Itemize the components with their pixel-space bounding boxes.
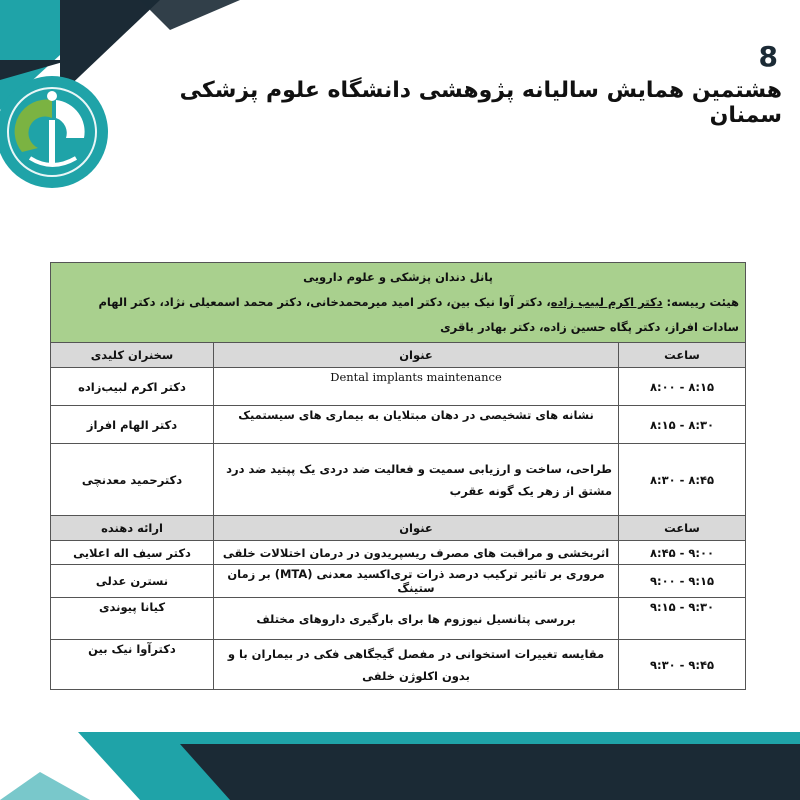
bottom-decoration [0, 732, 800, 800]
title-cell: مروری بر تاثیر ترکیب درصد ذرات تری‌اکسید معدنی (MTA) بر زمان ستینگ [214, 565, 619, 598]
title-cell: طراحی، ساخت و ارزیابی سمیت و فعالیت ضد دردی یک پپتید ضد درد مشتق از زهر یک گونه عقرب [214, 444, 619, 516]
page-number: 8 [758, 40, 778, 73]
table-row [51, 541, 746, 565]
speaker-cell: نسترن عدلی [51, 565, 214, 598]
logo [0, 60, 122, 200]
page-title: هشتمین همایش سالیانه پژوهشی دانشگاه علوم پزشکی سمنان [179, 78, 782, 128]
table-row [51, 565, 746, 598]
title-cell: بررسی پتانسیل نیوزوم ها برای بارگیری داروهای مختلف [214, 598, 619, 640]
panel-title: پانل دندان پزشکی و علوم دارویی [303, 270, 493, 284]
title-cell: Dental implants maintenance [214, 368, 619, 406]
time-cell: ۸:۰۰ - ۸:۱۵ [619, 368, 746, 406]
table-row [51, 598, 746, 640]
board-members: ، دکتر آوا نیک بین، دکتر امید میرمحمدخانی، دکتر محمد اسمعیلی نژاد، دکتر الهام [98, 295, 551, 309]
column-header-keynote-speaker: سخنران کلیدی [51, 343, 214, 368]
table-row [51, 368, 746, 406]
time-cell: ۸:۳۰ - ۸:۴۵ [619, 444, 746, 516]
board-chair: دکتر اکرم لبیب زاده [550, 295, 663, 309]
column-header-time: ساعت [619, 516, 746, 541]
title-cell: نشانه های تشخیصی در دهان مبتلایان به بیماری های سیستمیک [214, 406, 619, 444]
speaker-cell: دکتر سیف اله اعلایی [51, 541, 214, 565]
speaker-cell: دکترحمید معدنچی [51, 444, 214, 516]
time-cell: ۹:۳۰ - ۹:۴۵ [619, 640, 746, 690]
speaker-cell: کیانا پیوندی [51, 598, 214, 640]
board-prefix: هیئت رییسه: [662, 295, 739, 309]
university-emblem-icon [0, 60, 122, 200]
time-cell: ۸:۴۵ - ۹:۰۰ [619, 541, 746, 565]
title-cell: اثربخشی و مراقبت های مصرف ریسپریدون در درمان اختلالات خلقی [214, 541, 619, 565]
table-row [51, 640, 746, 690]
keynote-column-headers [51, 343, 746, 368]
column-header-title: عنوان [214, 343, 619, 368]
table-row [51, 444, 746, 516]
schedule-table [50, 262, 746, 690]
table-row [51, 406, 746, 444]
column-header-presenter: ارائه دهنده [51, 516, 214, 541]
panel-header [51, 263, 746, 343]
speaker-cell: دکترآوا نیک بین [51, 640, 214, 690]
panel-board-line2: سادات افراز، دکتر پگاه حسین زاده، دکتر بهادر باقری [440, 320, 739, 334]
column-header-time: ساعت [619, 343, 746, 368]
panel-board-line1 [57, 290, 739, 315]
presenter-column-headers [51, 516, 746, 541]
speaker-cell: دکتر اکرم لبیب‌زاده [51, 368, 214, 406]
column-header-title: عنوان [214, 516, 619, 541]
time-cell: ۹:۱۵ - ۹:۳۰ [619, 598, 746, 640]
time-cell: ۸:۱۵ - ۸:۳۰ [619, 406, 746, 444]
time-cell: ۹:۰۰ - ۹:۱۵ [619, 565, 746, 598]
speaker-cell: دکتر الهام افراز [51, 406, 214, 444]
title-cell: مقایسه تغییرات استخوانی در مفصل گیجگاهی فکی در بیماران با و بدون اکلوژن خلفی [214, 640, 619, 690]
